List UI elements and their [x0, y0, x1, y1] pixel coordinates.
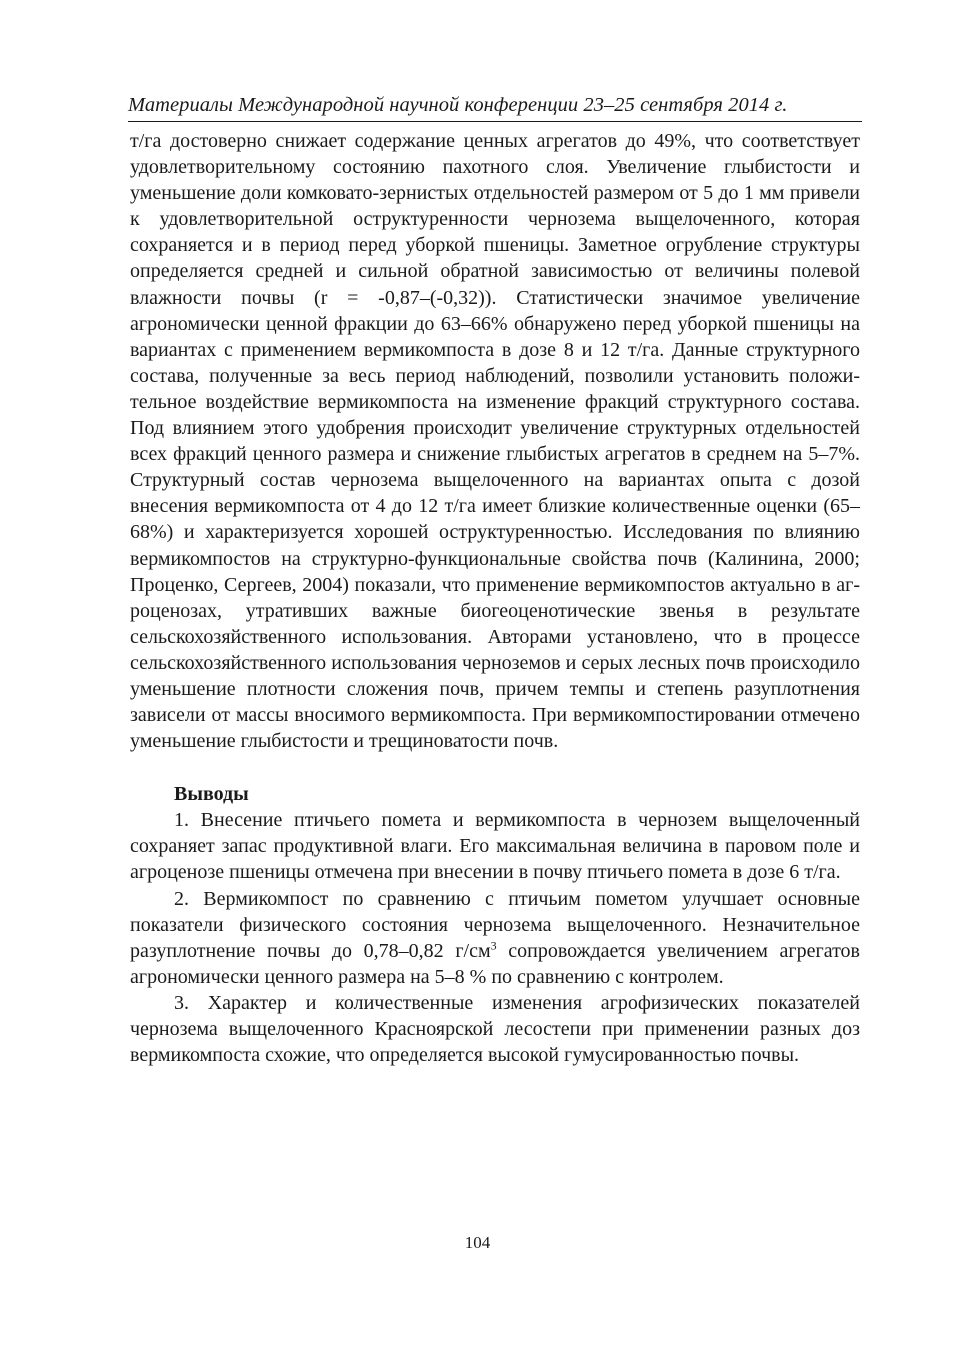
superscript-exponent: 3 — [490, 938, 497, 953]
conclusion-item-1: 1. Внесение птичьего помета и вермикомпоста в чернозем выщелоченный сохраняет запас продуктивной влаги. Его максимальная величина в паровом поле и агроценозе пшеницы отмечена при внесении в почву птичьего помета в дозе 6 т/га. — [130, 809, 860, 884]
header-rule — [128, 121, 862, 122]
conclusion-item-3: 3. Характер и количественные изменения агрофизических показателей чернозема выщелоченного Красноярской лесостепи при применении разных доз вермикомпоста схожие, что определяется высокой гумусированностью почвы. — [130, 991, 860, 1067]
section-heading-conclusions: Выводы — [174, 783, 249, 806]
conclusion-item-2-text-continued: сопровождается увеличением агрегатов агрономически ценного размера на 5–8 % по сравнению с контролем. — [130, 939, 860, 988]
conclusion-item-2 — [130, 886, 860, 990]
conclusion-item-2-text: 2. Вермикомпост по сравнению с птичьим пометом улучшает основные показатели физического состояния чернозема выщелоченного. Незначительное разуплотнение почвы до 0,78–0,82 г/см — [130, 887, 860, 962]
page-number: 104 — [464, 1233, 491, 1252]
running-header: Материалы Международной научной конференции 23–25 сентября 2014 г. — [128, 94, 788, 116]
main-paragraph: т/га достоверно снижает содержание ценных агрегатов до 49%, что соответствует удовлетворительному состоянию пахотного слоя. Увеличение глыбистости и уменьшение доли комковато-зернистых отдельностей размером от 5 до 1 мм привели к удовлетворительной оструктуренности чернозема выщелоченного, которая сохраняется и в период перед уборкой пшеницы. Заметное огрубление структуры определяется средней и сильной обратной зависимостью от величины полевой влажности почвы (r = -0,87–(-0,32)). Статистически значимое увеличение агрономически ценной фракции до 63–66% обнаружено перед уборкой пшеницы на вариантах с применением вермикомпоста в дозе 8 и 12 т/га. Данные структурного состава, полученные за весь период наблюдений, позволили установить положительное воздействие вермикомпоста на изменение фракций структурного состава. Под влиянием этого удобрения происходит увеличение структурных отдельностей всех фракций ценного размера и снижение глыбистых агрегатов в среднем на 5–7%. Структурный состав чернозема выщелоченного на вариантах опыта с дозой внесения вермикомпоста от 4 до 12 т/га имеет близкие количественные оценки (65–68%) и характеризуется хорошей оструктуренностью. Исследования по влиянию вермикомпостов на структурно-функциональные свойства почв (Калинина, 2000; Проценко, Сергеев, 2004) показали, что применение вермикомпостов актуально в агроценозах, утративших важные биогеоценотические звенья в результате сельскохозяйственного использования. Авторами установлено, что в процессе сельскохозяйственного использования черноземов и серых лесных почв происходило уменьшение плотности сложения почв, причем темпы и степень разуплотнения зависели от массы вносимого вермикомпоста. При вермикомпостировании отмечено уменьшение глыбистости и трещиноватости почв. — [130, 130, 860, 753]
body-text — [130, 128, 860, 1068]
